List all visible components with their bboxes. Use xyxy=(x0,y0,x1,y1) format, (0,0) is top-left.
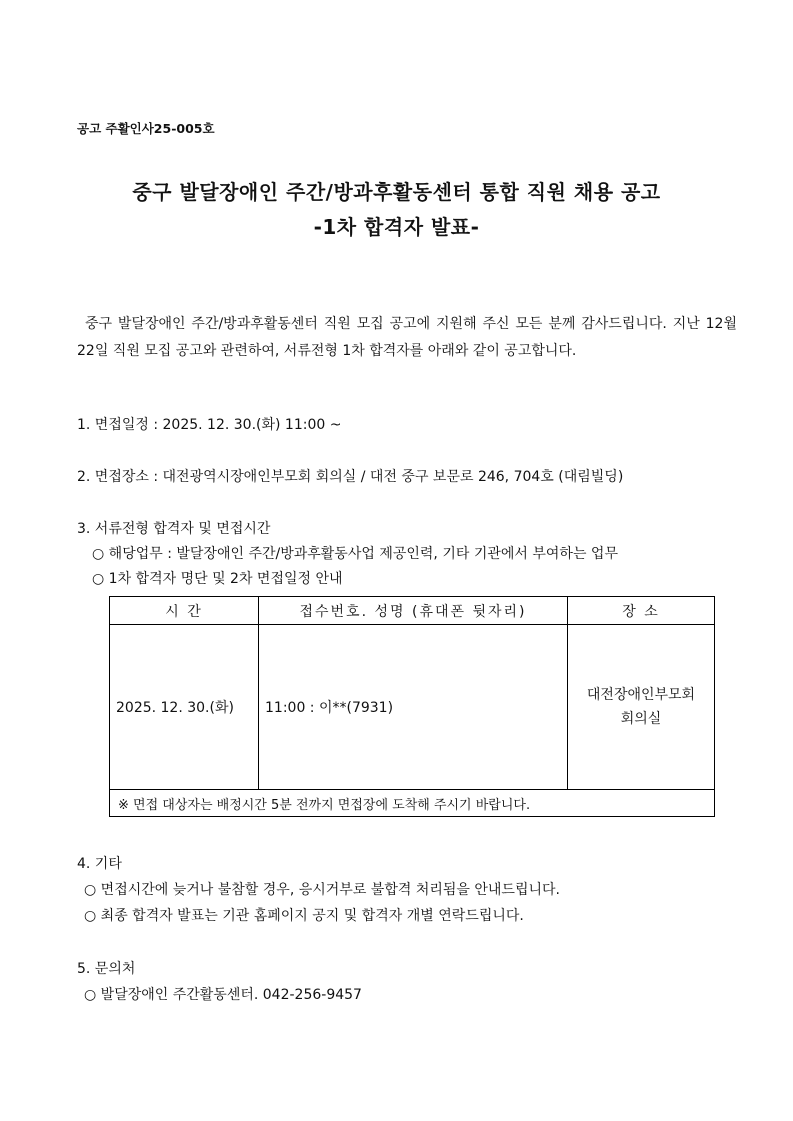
page-title: 중구 발달장애인 주간/방과후활동센터 통합 직원 채용 공고 xyxy=(132,180,661,204)
intro-paragraph xyxy=(77,311,737,364)
section-interview-location: 2. 면접장소 : 대전광역시장애인부모회 회의실 / 대전 중구 보문로 246, 704호 (대림빌딩) xyxy=(77,469,624,485)
table-header-row xyxy=(110,597,715,625)
table-cell-place xyxy=(568,625,715,790)
section-passers-bullet-list: ○ 1차 합격자 명단 및 2차 면접일정 안내 xyxy=(92,571,343,587)
table-row xyxy=(110,625,715,790)
section-etc-bullet-final: ○ 최종 합격자 발표는 기관 홈페이지 공지 및 합격자 개별 연락드립니다. xyxy=(84,908,524,924)
table-cell-place-line1: 대전장애인부모회 xyxy=(586,687,696,703)
table-header-place: 장 소 xyxy=(568,597,715,625)
section-etc-heading: 4. 기타 xyxy=(77,856,122,872)
section-contact-heading: 5. 문의처 xyxy=(77,961,136,977)
intro-text: 중구 발달장애인 주간/방과후활동센터 직원 모집 공고에 지원해 주신 모든 분께 감사드립니다. 지난 12월 22일 직원 모집 공고와 관련하여, 서류전형 1차 합격자를 아래와 같이 공고합니다. xyxy=(77,316,737,359)
table-cell-date: 2025. 12. 30.(화) xyxy=(110,625,259,790)
section-etc-bullet-late: ○ 면접시간에 늦거나 불참할 경우, 응시거부로 불합격 처리됨을 안내드립니다. xyxy=(84,882,560,898)
table-cell-applicant: 11:00 : 이**(7931) xyxy=(259,625,568,790)
table-header-applicant: 접수번호. 성명 (휴대폰 뒷자리) xyxy=(259,597,568,625)
section-passers-bullet-duty: ○ 해당업무 : 발달장애인 주간/방과후활동사업 제공인력, 기타 기관에서 부여하는 업무 xyxy=(92,546,618,562)
page-subtitle: -1차 합격자 발표- xyxy=(313,215,480,239)
table-header-time: 시 간 xyxy=(110,597,259,625)
table-cell-place-line2: 회의실 xyxy=(620,711,662,727)
notice-number: 공고 주활인사25-005호 xyxy=(77,121,215,136)
section-interview-schedule: 1. 면접일정 : 2025. 12. 30.(화) 11:00 ~ xyxy=(77,417,342,433)
table-note: ※ 면접 대상자는 배정시간 5분 전까지 면접장에 도착해 주시기 바랍니다. xyxy=(110,790,715,817)
section-passers-heading: 3. 서류전형 합격자 및 면접시간 xyxy=(77,521,271,537)
table-note-row xyxy=(110,790,715,817)
interview-schedule-table xyxy=(109,596,715,817)
section-contact-info: ○ 발달장애인 주간활동센터. 042-256-9457 xyxy=(84,987,362,1003)
